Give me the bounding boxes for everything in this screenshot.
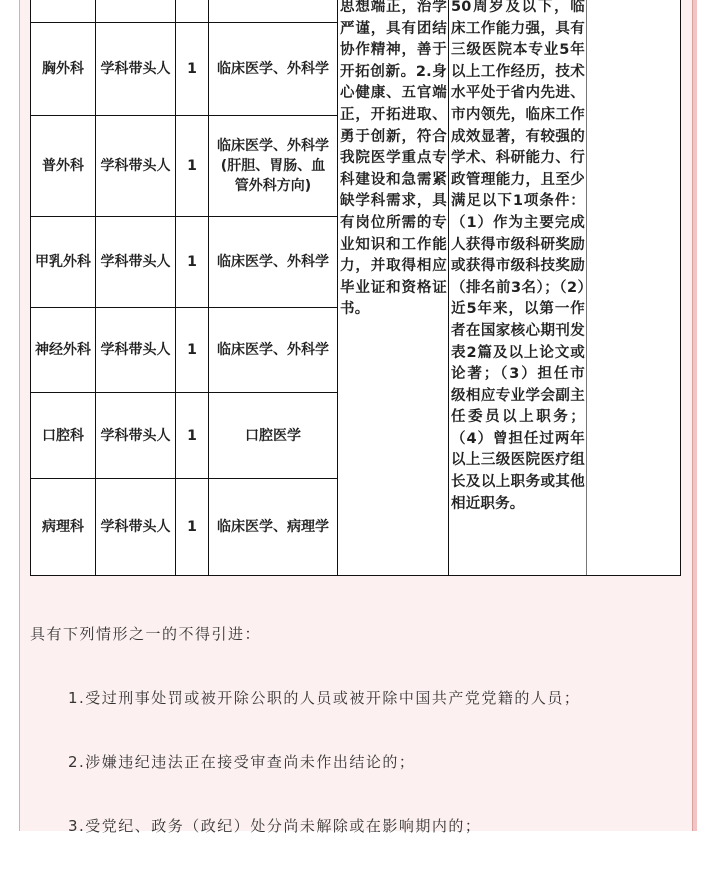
position-cell (96, 0, 176, 23)
dept-cell: 口腔科 (31, 393, 96, 479)
count-cell: 1 (176, 393, 209, 479)
count-cell: 1 (176, 479, 209, 576)
dept-cell: 病理科 (31, 479, 96, 576)
major-cell: 口腔医学 (209, 393, 338, 479)
general-requirements-cell: 思想端正，治学严谨，具有团结协作精神，善于开拓创新。2.身心健康、五官端正，开拓进取、勇于创新，符合我院医学重点专科建设和急需紧缺学科需求，具有岗位所需的专业知识和工作能力，并取得相应毕业证和资格证书。 (338, 0, 449, 576)
count-cell: 1 (176, 217, 209, 308)
note-item: 2.涉嫌违纪违法正在接受审查尚未作出结论的； (68, 753, 416, 771)
recruitment-table (30, 0, 681, 576)
position-cell: 学科带头人 (96, 217, 176, 308)
position-cell: 学科带头人 (96, 479, 176, 576)
dept-cell: 胸外科 (31, 23, 96, 116)
major-cell: 临床医学、外科学(肝胆、胃肠、血管外科方向) (209, 116, 338, 217)
position-cell: 学科带头人 (96, 23, 176, 116)
dept-cell: 普外科 (31, 116, 96, 217)
remarks-cell (587, 0, 681, 576)
dept-cell (31, 0, 96, 23)
exclusion-notes (30, 620, 580, 876)
note-item: 1.受过刑事处罚或被开除公职的人员或被开除中国共产党党籍的人员； (68, 689, 581, 707)
note-item: 3.受党纪、政务（政纪）处分尚未解除或在影响期内的； (68, 817, 482, 835)
count-cell: 1 (176, 308, 209, 393)
dept-cell: 神经外科 (31, 308, 96, 393)
position-cell: 学科带头人 (96, 393, 176, 479)
major-cell: 临床医学、外科学 (209, 217, 338, 308)
major-cell: 临床医学、外科学 (209, 23, 338, 116)
count-cell (176, 0, 209, 23)
position-cell: 学科带头人 (96, 116, 176, 217)
specific-requirements-cell: 50周岁及以下，临床工作能力强，具有三级医院本专业5年以上工作经历，技术水平处于省内先进、市内领先，临床工作成效显著，有较强的学术、科研能力、行政管理能力，且至少满足以下1项条件：（1）作为主要完成人获得市级科研奖励或获得市级科技奖励（排名前3名）；（2）近5年来，以第一作者在国家核心期刊发表2篇及以上论文或论著；（3）担任市级相应专业学会副主任委员以上职务；（4）曾担任过两年以上三级医院医疗组长及以上职务或其他相近职务。 (449, 0, 587, 576)
major-cell: 临床医学、外科学 (209, 308, 338, 393)
count-cell: 1 (176, 23, 209, 116)
scrollbar-track[interactable] (692, 0, 697, 831)
notes-heading: 具有下列情形之一的不得引进： (30, 625, 262, 643)
major-cell (209, 0, 338, 23)
count-cell: 1 (176, 116, 209, 217)
table-row (31, 0, 681, 23)
dept-cell: 甲乳外科 (31, 217, 96, 308)
major-cell: 临床医学、病理学 (209, 479, 338, 576)
position-cell: 学科带头人 (96, 308, 176, 393)
